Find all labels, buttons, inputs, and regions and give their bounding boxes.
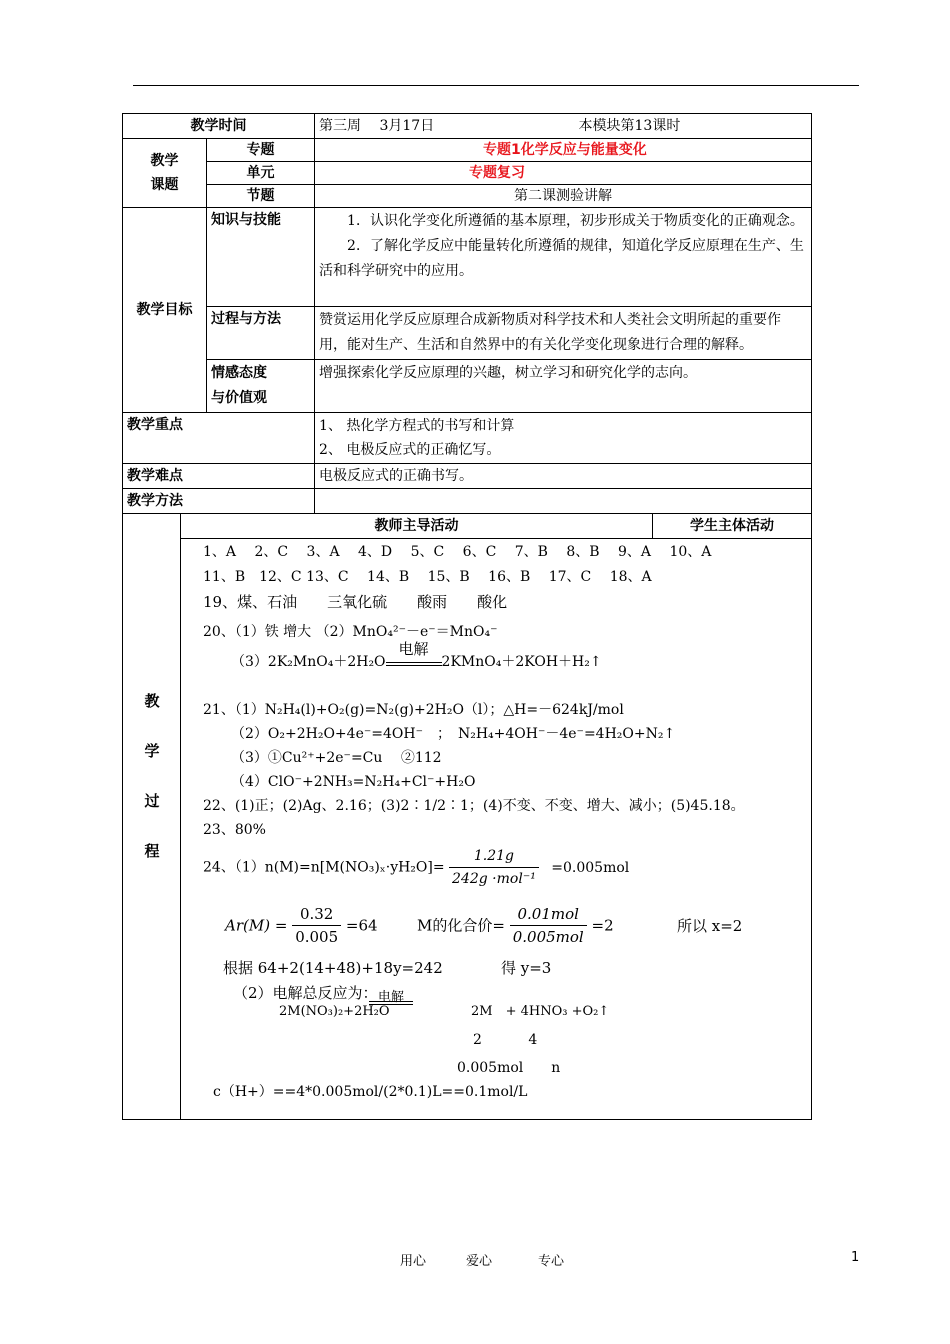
- q24-2-products: 2M + 4HNO₃ +O₂↑: [471, 1004, 610, 1019]
- q20-line-2: [231, 640, 602, 673]
- process-label-cell: [123, 514, 181, 1120]
- q24-denominator: 242g ·mol⁻¹: [452, 871, 536, 887]
- process-content-row: [123, 539, 812, 1120]
- teacher-header: 教师主导活动: [181, 514, 653, 539]
- valence-numerator: 0.01mol: [510, 903, 587, 926]
- attitude-label-line-2: 与价值观: [211, 390, 267, 406]
- difficulty-row: [123, 464, 812, 489]
- amount-row: 0.005mol n: [457, 1060, 561, 1076]
- attitude-label-line-1: 情感态度: [211, 365, 267, 381]
- q24-2-equation: [279, 990, 404, 1023]
- so-y: 得 y=3: [501, 959, 552, 977]
- unit-value: 专题复习: [315, 162, 812, 185]
- difficulty-label: 教学难点: [123, 464, 315, 489]
- process-method-content: 赞赏运用化学反应原理合成新物质对科学技术和人类社会文明所起的重要作用，能对生产、生活和自然界中的有关化学变化现象进行合理的解释。: [315, 307, 812, 360]
- q21-line-2: （2）O₂+2H₂O+4e⁻=4OH⁻ ； N₂H₄+4OH⁻－4e⁻=4H₂O+N₂↑: [231, 726, 676, 742]
- ar-equation: [225, 903, 378, 948]
- student-header: 学生主体活动: [653, 514, 812, 539]
- topic-label: [123, 139, 207, 208]
- ar-result: =64: [345, 916, 378, 935]
- header-rule: [133, 85, 859, 86]
- q21-line-4: （4）ClO⁻+2NH₃=N₂H₄+Cl⁻+H₂O: [231, 774, 476, 790]
- footer-item: 用心: [400, 1254, 427, 1269]
- q24-fraction: [449, 845, 539, 890]
- time-value-cell: [315, 114, 812, 139]
- q22-line: 22、(1)正；(2)Ag、2.16；(3)2∶1/2∶1；(4)不变、不变、增大、减小；(5)45.18。: [203, 798, 745, 814]
- difficulty-value: 电极反应式的正确书写。: [315, 464, 812, 489]
- lesson-plan-table: [122, 113, 812, 1120]
- knowledge-item-2: 2．了解化学反应中能量转化所遵循的规律，知道化学反应原理在生产、生活和科学研究中的应用。: [319, 238, 804, 279]
- time-label: 教学时间: [123, 114, 315, 139]
- q24-numerator: 1.21g: [449, 845, 539, 868]
- topic-row-3: [123, 185, 812, 208]
- key-points-label: 教学重点: [123, 413, 315, 464]
- so-x: 所以 x=2: [677, 917, 743, 935]
- q20-products: 2KMnO₄＋2KOH＋H₂↑: [441, 654, 602, 670]
- goals-row-1: [123, 208, 812, 307]
- page-number: 1: [851, 1250, 860, 1265]
- footer-item: 爱心: [466, 1254, 493, 1269]
- footer-item: 专心: [538, 1254, 565, 1269]
- time-row: [123, 114, 812, 139]
- q21-line-1: 21、（1）N₂H₄(l)+O₂(g)=N₂(g)+2H₂O（l）；△H=－624kJ/mol: [203, 702, 624, 718]
- electrolysis-label: 电解: [398, 640, 429, 658]
- q24-prefix: 24、（1）n(M)=n[M(NO₃)ₓ·yH₂O]=: [203, 859, 445, 876]
- knowledge-content: [315, 208, 812, 307]
- topic-row-label: 专题: [207, 139, 315, 162]
- time-value: 第三周 3月17日: [319, 118, 435, 134]
- process-method-label: 过程与方法: [207, 307, 315, 360]
- section-row-label: 节题: [207, 185, 315, 208]
- section-value: 第二课测验讲解: [315, 185, 812, 208]
- answers-row-2: 11、B 12、C 13、C 14、B 15、B 16、B 17、C 18、A: [203, 569, 652, 585]
- ratio-row: 2 4: [473, 1032, 538, 1048]
- answers-row-3: 19、煤、石油 三氧化硫 酸雨 酸化: [203, 593, 508, 611]
- topic-value: 专题1化学反应与能量变化: [315, 139, 812, 162]
- ar-denominator: 0.005: [295, 928, 339, 946]
- process-label-char: 学: [144, 742, 160, 760]
- goals-row-2: [123, 307, 812, 360]
- process-label-char: 教: [144, 692, 160, 710]
- key-point-item: 1、 热化学方程式的书写和计算: [319, 418, 515, 434]
- method-row: [123, 489, 812, 514]
- q21-line-3: （3）①Cu²⁺+2e⁻=Cu ②112: [231, 750, 442, 766]
- key-point-item: 2、 电极反应式的正确忆写。: [319, 442, 501, 458]
- process-header-row: [123, 514, 812, 539]
- basis-line: 根据 64+2(14+48)+18y=242: [223, 959, 443, 977]
- valence-result: =2: [591, 916, 614, 935]
- q24-2-reactants: 2M(NO₃)₂+2H₂O: [279, 1004, 390, 1019]
- key-points-row: [123, 413, 812, 464]
- ar-fraction: [292, 903, 341, 948]
- q24-line-1: [203, 845, 629, 890]
- valence-equation: [417, 903, 614, 948]
- period-value: 本模块第13课时: [578, 118, 681, 134]
- goals-row-3: [123, 360, 812, 413]
- attitude-label: [207, 360, 315, 413]
- q24-result: =0.005mol: [551, 859, 630, 876]
- q20-line-1: 20、（1）铁 增大 （2）MnO₄²⁻－e⁻＝MnO₄⁻: [203, 624, 498, 640]
- valence-fraction: [510, 903, 587, 948]
- method-value: [315, 489, 812, 514]
- unit-row-label: 单元: [207, 162, 315, 185]
- key-points-content: [315, 413, 812, 464]
- electrolysis-arrow-2: [369, 1001, 413, 1005]
- attitude-content: 增强探索化学反应原理的兴趣，树立学习和研究化学的志向。: [315, 360, 812, 413]
- process-label-char: 程: [144, 842, 160, 860]
- topic-row-1: [123, 139, 812, 162]
- q24-2-label: （2）电解总反应为：: [233, 984, 378, 1002]
- electrolysis-label-2: 电解: [377, 990, 404, 1005]
- process-content: [181, 539, 812, 1120]
- q23-line: 23、80%: [203, 822, 266, 838]
- valence-denominator: 0.005mol: [512, 928, 584, 946]
- knowledge-item-1: 1．认识化学变化所遵循的基本原理，初步形成关于物质变化的正确观念。: [347, 213, 804, 229]
- goals-label: 教学目标: [123, 208, 207, 413]
- knowledge-label: 知识与技能: [207, 208, 315, 307]
- electrolysis-arrow: [386, 640, 442, 666]
- valence-prefix: M的化合价=: [417, 916, 505, 935]
- concentration-line: c（H+）==4*0.005mol/(2*0.1)L==0.1mol/L: [213, 1084, 528, 1100]
- q20-reactants: （3）2K₂MnO₄＋2H₂O: [231, 654, 386, 670]
- ar-numerator: 0.32: [292, 903, 341, 926]
- process-label-char: 过: [144, 792, 160, 810]
- topic-row-2: [123, 162, 812, 185]
- answers-row-1: 1、A 2、C 3、A 4、D 5、C 6、C 7、B 8、B 9、A 10、A: [203, 544, 712, 560]
- method-label: 教学方法: [123, 489, 315, 514]
- ar-prefix: Ar(M) =: [225, 916, 288, 935]
- topic-label-text: 教学课题: [150, 153, 179, 193]
